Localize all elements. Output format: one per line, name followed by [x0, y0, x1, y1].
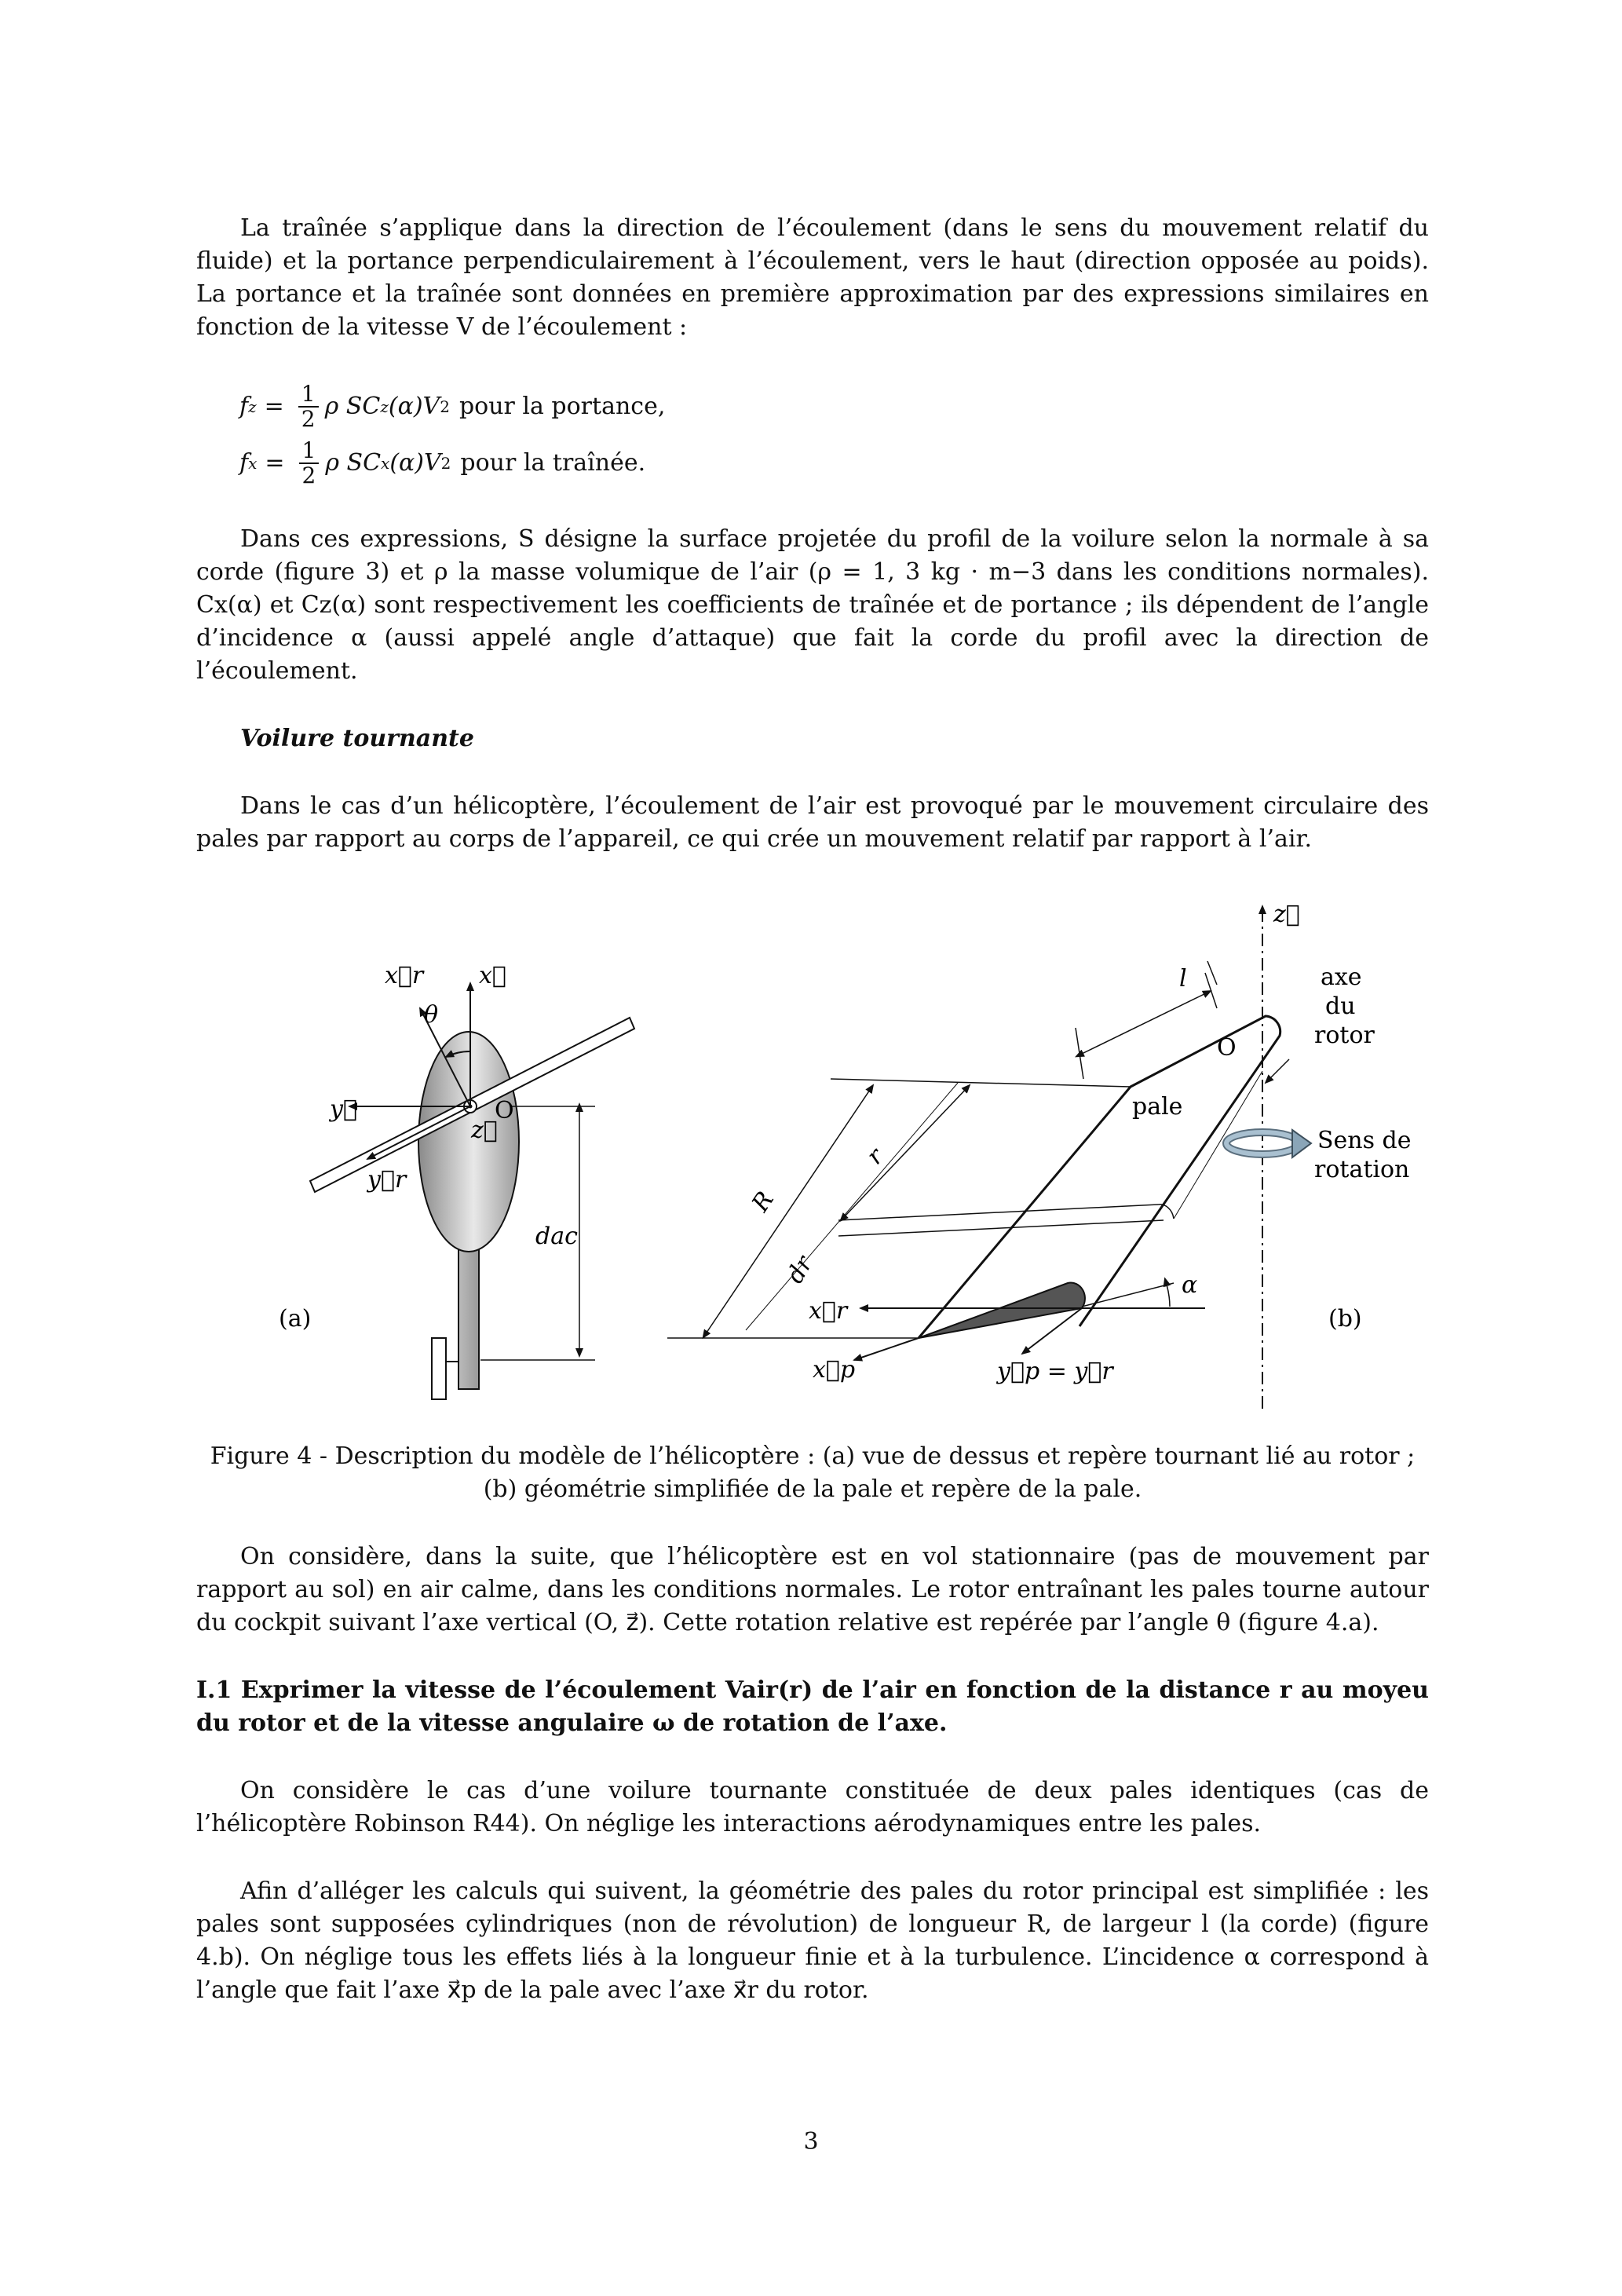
section-heading: Voilure tournante: [240, 725, 474, 752]
R-dimension: [707, 1085, 873, 1333]
formula-drag-lhs: f: [239, 449, 249, 477]
label-xp: x⃗p: [813, 1356, 856, 1384]
label-rotor: rotor: [1314, 1022, 1375, 1049]
label-theta: θ: [424, 1001, 439, 1029]
label-a: (a): [279, 1305, 312, 1333]
formula-drag-rho: ρ SC: [325, 449, 382, 477]
formula-lift-label: pour la portance,: [458, 393, 666, 420]
caption-line-1: Figure 4 - Description du modèle de l’hélicoptère : (a) vue de dessus et repère tournant lié au rotor ;: [210, 1442, 1416, 1470]
label-du: du: [1325, 993, 1356, 1020]
formula-lift-rho: ρ SC: [324, 393, 381, 420]
page-content: [196, 212, 1429, 2042]
formula-drag-rest: (α)V: [389, 449, 441, 477]
label-z-a: z⃗: [471, 1117, 498, 1144]
formula-lift-sq: 2: [440, 397, 450, 416]
formula-lift-c-sub: z: [380, 397, 389, 416]
half-den: 2: [301, 462, 316, 488]
alpha-arc: [1167, 1285, 1170, 1307]
half-num: 1: [299, 439, 320, 464]
xp-arrow: [854, 1338, 919, 1360]
paragraph-hover: On considère, dans la suite, que l’hélicoptère est en vol stationnaire (pas de mouvement par rapport au sol) en air calme, dans les conditions normales. Le rotor entraînant les pales tourne autour du cockpit suivant l’axe vertical (O, z⃗). Cette rotation relative est repérée par l’angle θ (figure 4.a).: [196, 1543, 1429, 1636]
figure-4: [196, 890, 1429, 1424]
label-rotation: rotation: [1314, 1156, 1410, 1183]
paragraph-helicopter: Dans le cas d’un hélicoptère, l’écoulement de l’air est provoqué par le mouvement circulaire des pales par rapport au corps de l’appareil, ce qui crée un mouvement relatif par rapport à l’air.: [196, 792, 1429, 853]
blade-outline: [919, 1016, 1280, 1338]
label-l: l: [1179, 965, 1187, 993]
label-alpha: α: [1182, 1271, 1198, 1299]
half-den: 2: [301, 406, 316, 432]
label-y: y⃗: [330, 1095, 357, 1123]
label-x: x⃗: [479, 962, 506, 989]
formula-drag-sq: 2: [440, 454, 451, 473]
formula-lift-lhs-sub: z: [248, 397, 257, 416]
label-b: (b): [1328, 1305, 1362, 1333]
formula-lift-lhs: f: [239, 393, 249, 420]
figure-caption: [196, 1440, 1429, 1506]
formula-drag-half: [299, 439, 320, 488]
label-xr: x⃗r: [385, 962, 424, 989]
label-R: R: [747, 1186, 780, 1217]
formula-drag: [239, 435, 1429, 492]
label-O-b: O: [1217, 1034, 1237, 1062]
formula-lift-eq: =: [264, 393, 284, 420]
formula-drag-c-sub: x: [381, 454, 390, 473]
rotation-arrow-icon: [1226, 1130, 1311, 1157]
paragraph-geometry: Afin d’alléger les calculs qui suivent, la géométrie des pales du rotor principal est simplifiée : les pales sont supposées cylindriques (non de révolution) de longueur R, de largeur l (la corde) (figure 4.b). On néglige tous les effets liés à la longueur finie et à la turbulence. L’incidence α correspond à l’angle que fait l’axe x⃗p de la pale avec l’axe x⃗r du rotor.: [196, 1877, 1429, 2004]
cockpit: [418, 1032, 519, 1252]
blade-profile: [919, 1283, 1085, 1338]
label-dac: dac: [535, 1223, 578, 1250]
paragraph-drag-lift: La traînée s’applique dans la direction de l’écoulement (dans le sens du mouvement relatif du fluide) et la portance perpendiculairement à l’écoulement, vers le haut (direction opposée au poids). La portance et la traînée sont données en première approximation par des expressions similaires en fonction de la vitesse V de l’écoulement :: [196, 214, 1429, 341]
formula-lift-half: [298, 382, 319, 431]
label-z-b: z⃗: [1273, 901, 1300, 928]
caption-line-2: (b) géométrie simplifiée de la pale et repère de la pale.: [483, 1475, 1142, 1503]
half-num: 1: [298, 382, 319, 408]
figure-a: [279, 962, 634, 1399]
formula-block: [239, 378, 1429, 492]
label-xr-b: x⃗r: [809, 1297, 848, 1325]
label-axe: axe: [1321, 963, 1362, 991]
paragraph-definitions: Dans ces expressions, S désigne la surface projetée du profil de la voilure selon la normale à sa corde (figure 3) et ρ la masse volumique de l’air (ρ = 1, 3 kg · m−3 dans les conditions normales). Cx(α) et Cz(α) sont respectivement les coefficients de traînée et de portance ; ils dépendent de l’angle d’incidence α (aussi appelé angle d’attaque) que fait la corde du profil avec la direction de l’écoulement.: [196, 525, 1429, 685]
formula-lift-rest: (α)V: [388, 393, 440, 420]
label-yr: y⃗r: [367, 1166, 407, 1194]
question-i1: I.1 Exprimer la vitesse de l’écoulement Vair(r) de l’air en fonction de la distance r au moyeu du rotor et de la vitesse angulaire ω de rotation de l’axe.: [196, 1676, 1429, 1737]
label-sens: Sens de: [1317, 1127, 1412, 1154]
formula-drag-label: pour la traînée.: [460, 449, 646, 477]
label-pale: pale: [1132, 1093, 1183, 1121]
page-number: 3: [803, 2128, 819, 2155]
label-r: r: [861, 1143, 890, 1171]
figure-4-svg: [196, 890, 1429, 1424]
formula-drag-lhs-sub: x: [248, 454, 258, 473]
formula-drag-eq: =: [265, 449, 285, 477]
label-O-a: O: [495, 1097, 514, 1124]
paragraph-two-blades: On considère le cas d’une voilure tournante constituée de deux pales identiques (cas de l’hélicoptère Robinson R44). On néglige les interactions aérodynamiques entre les pales.: [196, 1777, 1429, 1837]
l-dimension: [1082, 991, 1211, 1054]
figure-b: [667, 901, 1412, 1409]
tail-rotor: [432, 1338, 446, 1399]
label-yp-yr: y⃗p = y⃗r: [997, 1358, 1113, 1385]
formula-lift: [239, 378, 1429, 435]
label-dr: dr: [781, 1251, 819, 1289]
